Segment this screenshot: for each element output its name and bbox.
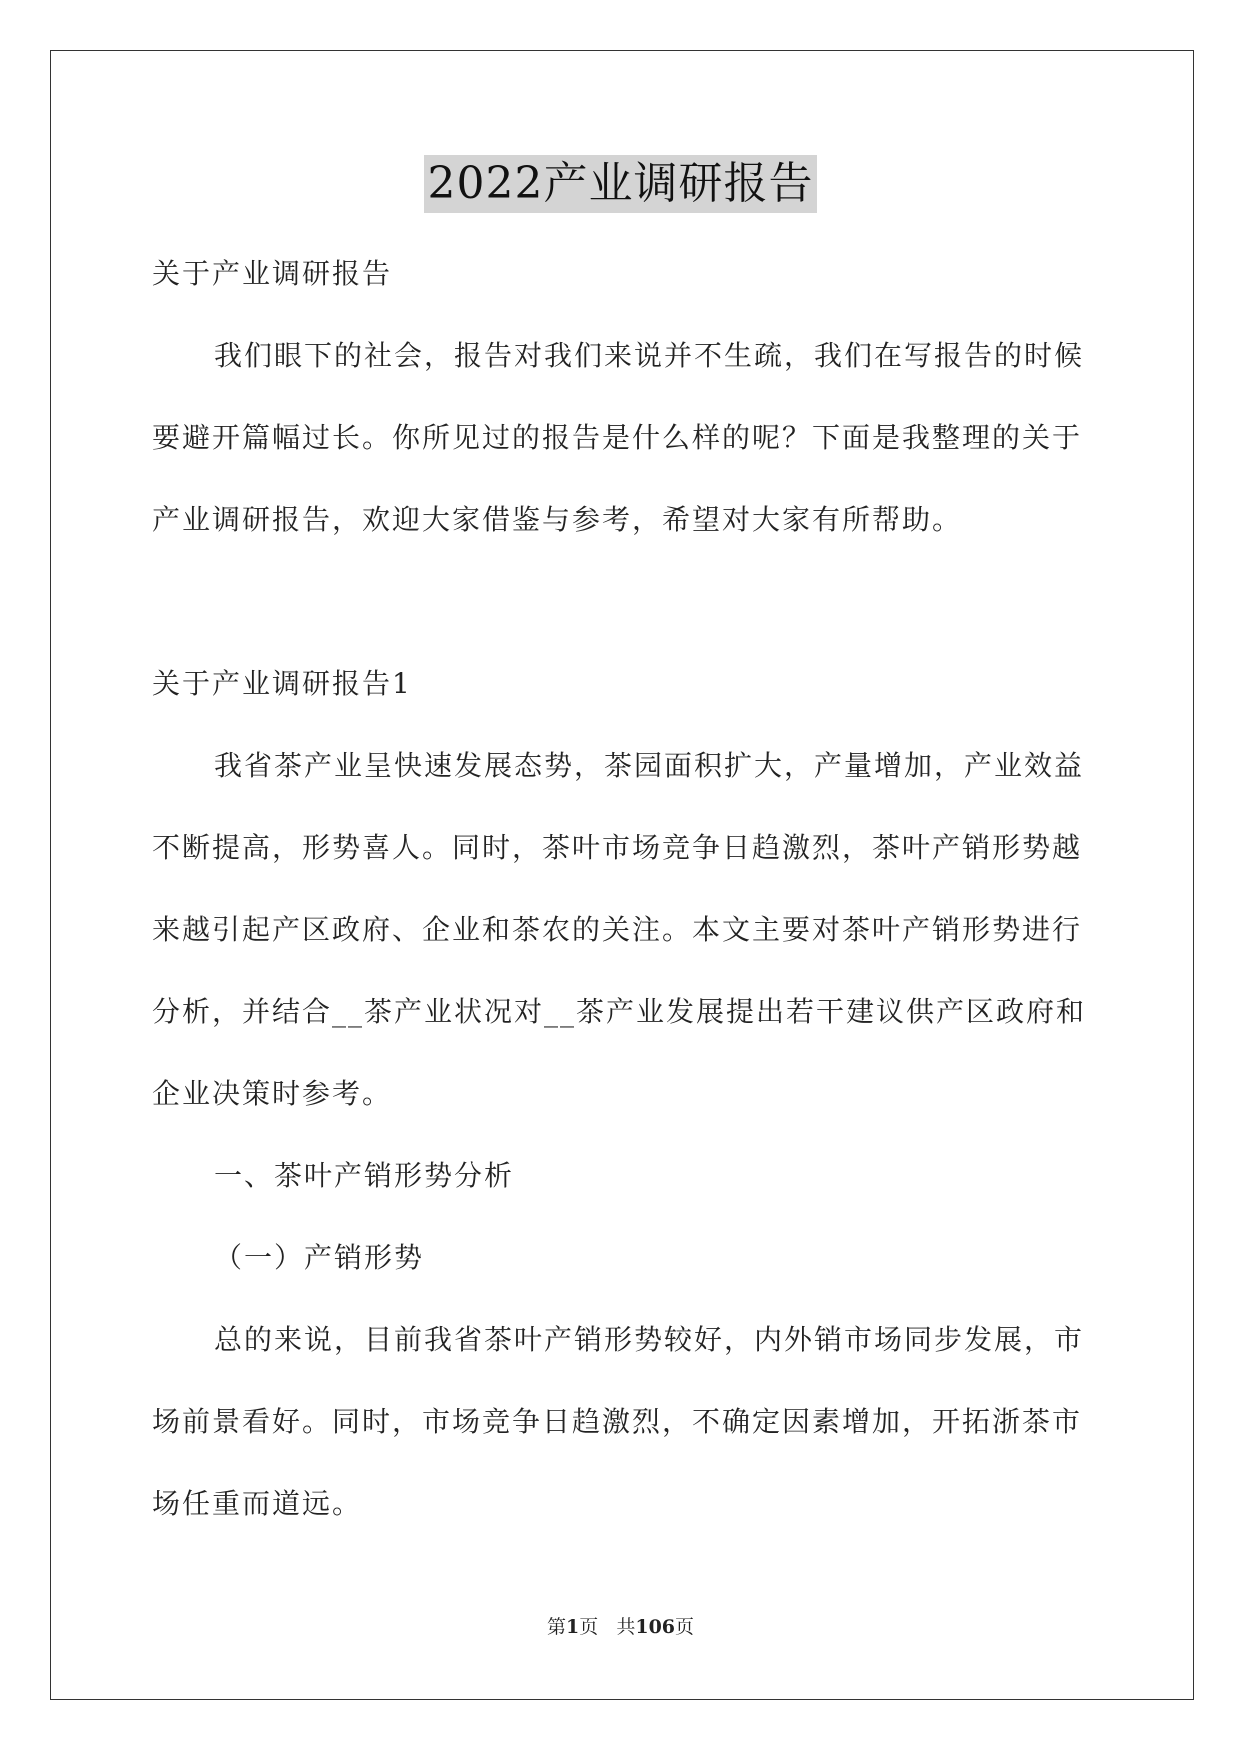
total-prefix: 共	[616, 1616, 636, 1638]
total-pages: 106	[635, 1616, 676, 1638]
total-suffix: 页	[675, 1616, 695, 1638]
subsection-heading: 一、茶叶产销形势分析	[214, 1159, 515, 1192]
body-paragraph: 我省茶产业呈快速发展态势，茶园面积扩大，产量增加，产业效益不断提高，形势喜人。同时，茶叶市场竞争日趋激烈，茶叶产销形势越来越引起产区政府、企业和茶农的关注。本文主要对茶叶产销形势进行分析，并结合__茶产业状况对__茶产业发展提出若干建议供产区政府和企业决策时参考。	[152, 749, 1087, 1110]
page-prefix: 第	[546, 1616, 566, 1638]
intro-paragraph: 我们眼下的社会，报告对我们来说并不生疏，我们在写报告的时候要避开篇幅过长。你所见过的报告是什么样的呢？下面是我整理的关于产业调研报告，欢迎大家借鉴与参考，希望对大家有所帮助。	[152, 339, 1085, 536]
paragraph-spacer	[152, 561, 1092, 643]
body-paragraph: 总的来说，目前我省茶叶产销形势较好，内外销市场同步发展，市场前景看好。同时，市场竞争日趋激烈，不确定因素增加，开拓浙茶市场任重而道远。	[152, 1323, 1085, 1520]
subsection-heading: （一）产销形势	[214, 1241, 425, 1274]
page-footer	[0, 1612, 1241, 1639]
section-heading: 关于产业调研报告	[152, 257, 393, 290]
title-container	[0, 155, 1241, 213]
document-title: 2022产业调研报告	[424, 155, 818, 213]
page-suffix: 页	[579, 1616, 599, 1638]
section-heading: 关于产业调研报告1	[152, 667, 412, 700]
page-number: 1	[565, 1616, 580, 1638]
document-body	[152, 233, 1092, 1545]
